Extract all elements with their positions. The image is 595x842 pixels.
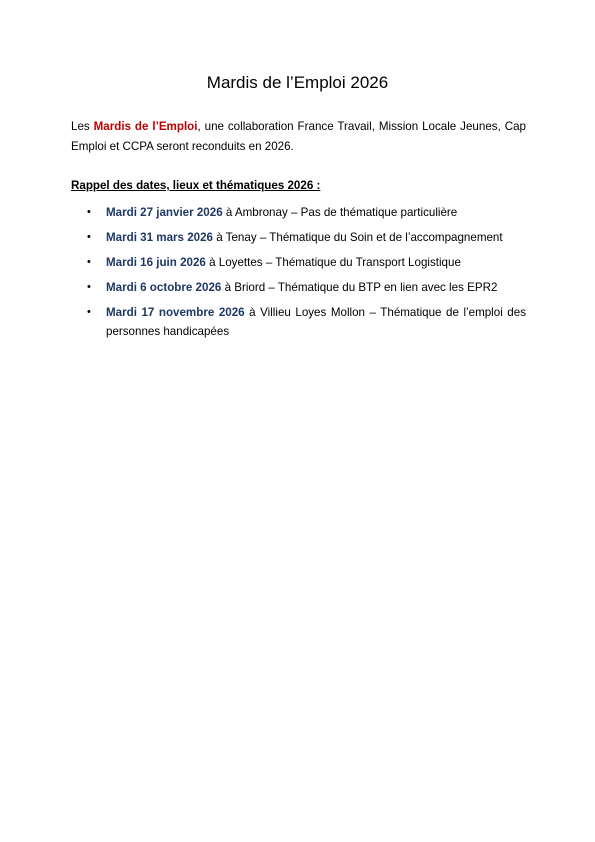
intro-highlight: Mardis de l’Emploi: [93, 120, 198, 133]
event-detail: à Briord – Thématique du BTP en lien avec les EPR2: [221, 281, 498, 294]
intro-prefix: Les: [71, 120, 94, 133]
section-heading: Rappel des dates, lieux et thématiques 2026 :: [71, 179, 321, 192]
list-item: [86, 253, 526, 272]
bullet-icon: •: [87, 206, 91, 218]
event-detail: à Loyettes – Thématique du Transport Logistique: [205, 256, 461, 269]
bullet-icon: •: [87, 231, 91, 243]
event-date: Mardi 17 novembre 2026: [106, 306, 245, 319]
intro-paragraph: [71, 117, 526, 156]
list-item: [86, 203, 526, 222]
event-detail: à Tenay – Thématique du Soin et de l’accompagnement: [213, 231, 503, 244]
event-date: Mardi 6 octobre 2026: [106, 281, 222, 294]
list-item: [86, 303, 526, 341]
event-date: Mardi 16 juin 2026: [106, 256, 206, 269]
document-title: Mardis de l’Emploi 2026: [206, 73, 389, 92]
event-date: Mardi 27 janvier 2026: [106, 206, 223, 219]
intro-rest: , une collaboration France Travail, Mission Locale Jeunes, Cap Emploi et CCPA seront reconduits en 2026.: [71, 120, 526, 153]
list-item: [86, 228, 526, 247]
list-item: [86, 278, 526, 297]
event-detail: à Ambronay – Pas de thématique particulière: [222, 206, 458, 219]
dates-list: [86, 203, 526, 347]
bullet-icon: •: [87, 306, 91, 318]
bullet-icon: •: [87, 281, 91, 293]
event-date: Mardi 31 mars 2026: [106, 231, 213, 244]
bullet-icon: •: [87, 256, 91, 268]
event-detail: à Villieu Loyes Mollon – Thématique de l’emploi des personnes handicapées: [106, 306, 526, 338]
